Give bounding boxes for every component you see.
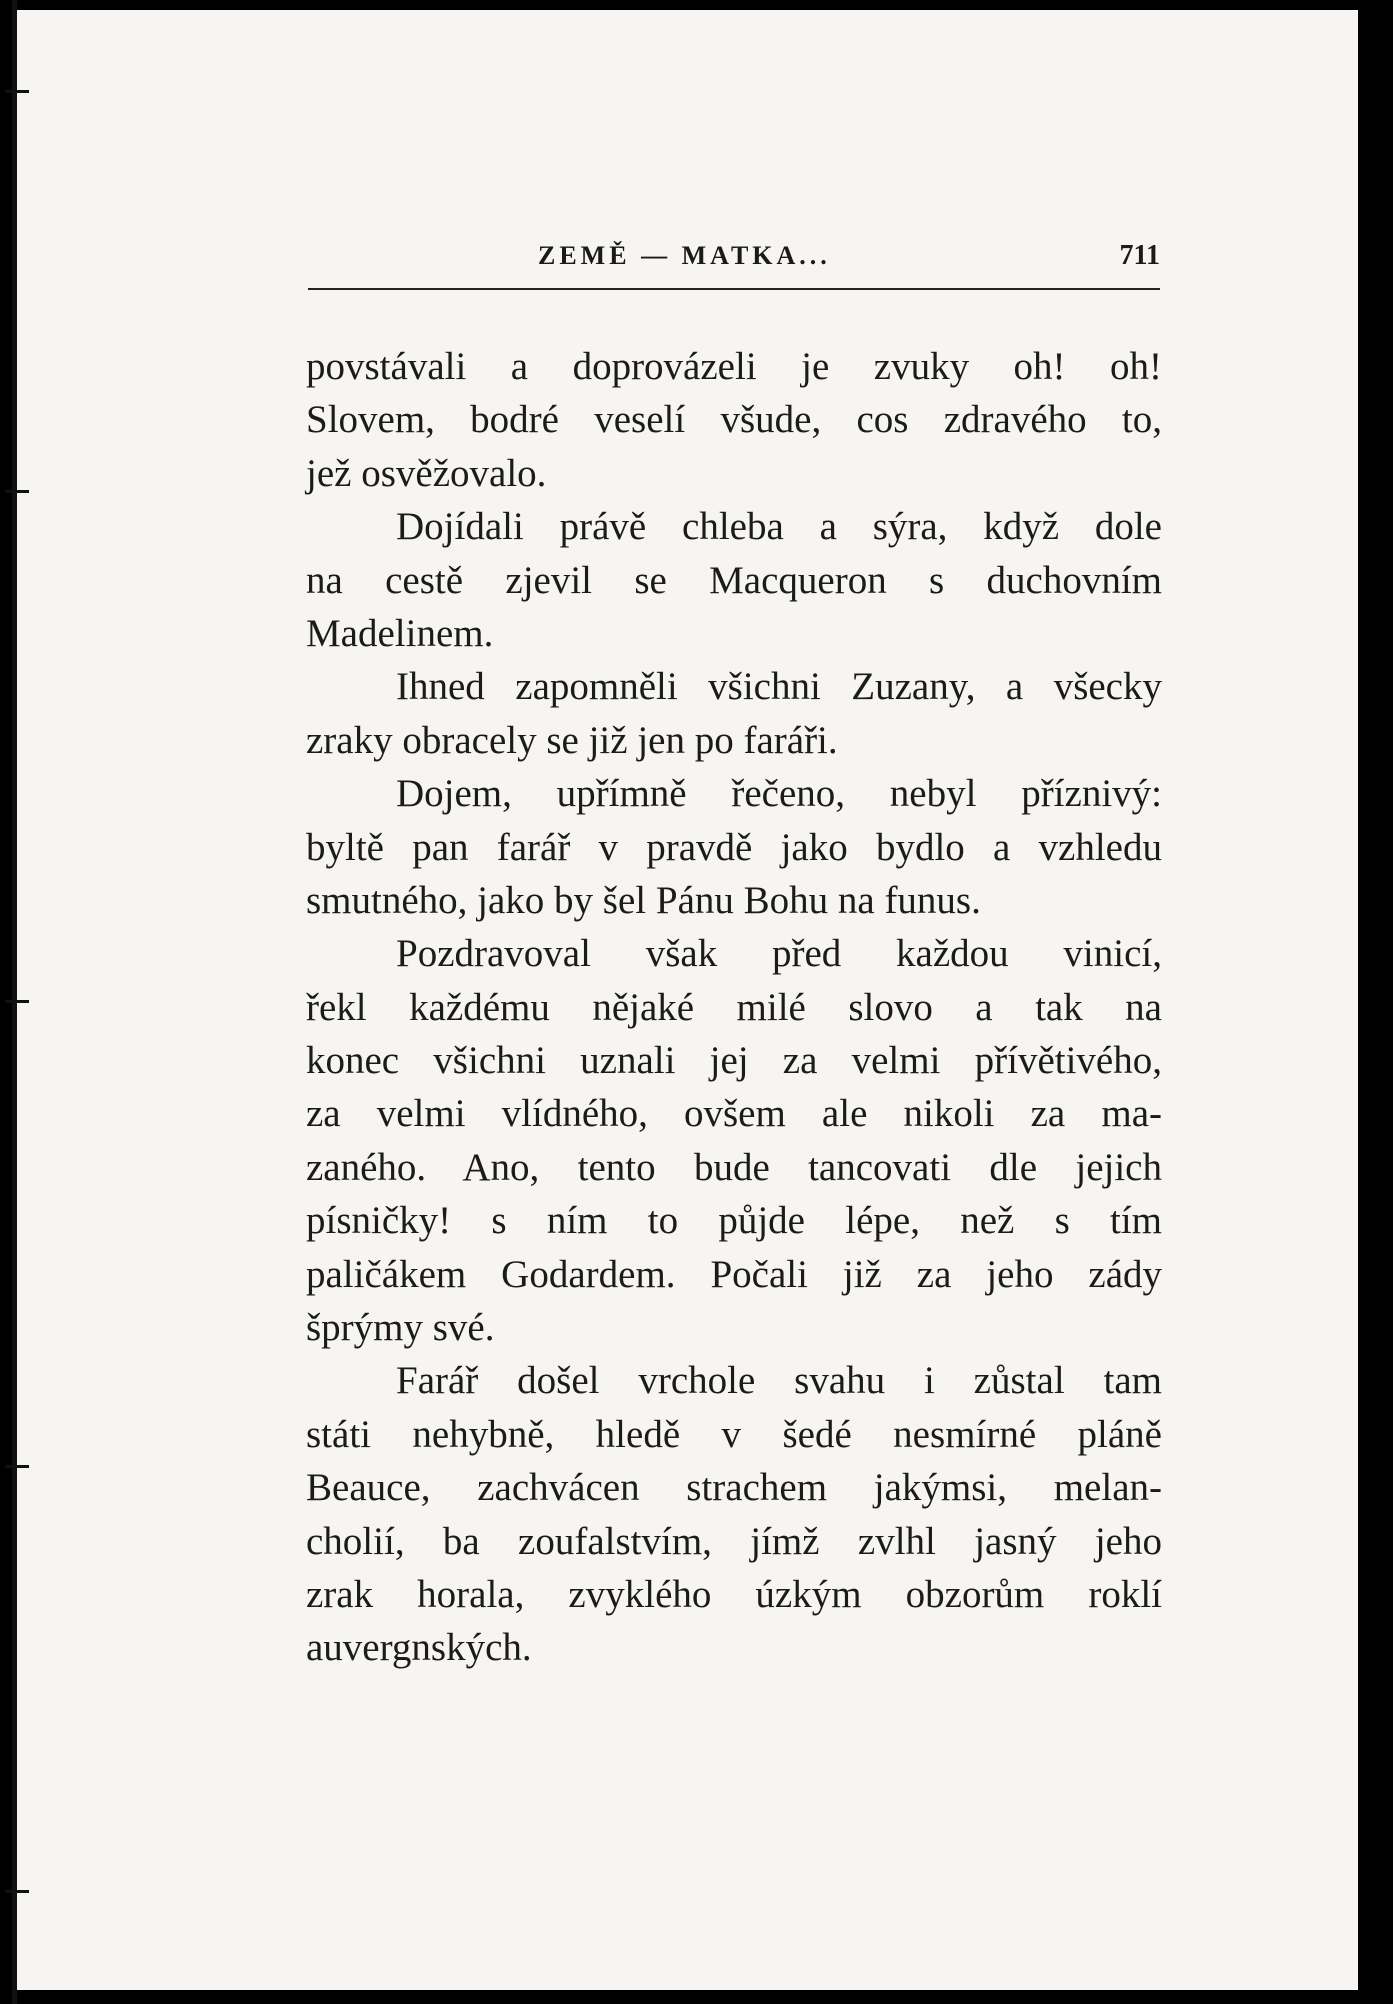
text-line: Dojem, upřímně řečeno, nebyl příznivý:	[396, 772, 1162, 816]
text-line: Dojídali právě chleba a sýra, když dole	[396, 505, 1162, 549]
text-line: zaného. Ano, tento bude tancovati dle jejich	[306, 1145, 1162, 1189]
text-line: písničky! s ním to půjde lépe, než s tím	[306, 1199, 1162, 1243]
text-line: auvergnských.	[306, 1626, 532, 1670]
text-line: Pozdravoval však před každou vinicí,	[396, 932, 1162, 976]
text-line: paličákem Godardem. Počali již za jeho zády	[306, 1252, 1162, 1296]
text-line: zrak horala, zvyklého úzkým obzorům roklí	[306, 1572, 1162, 1616]
binding-mark	[5, 90, 29, 93]
text-line: jež osvěžovalo.	[306, 451, 547, 495]
text-line: Ihned zapomněli všichni Zuzany, a všecky	[396, 665, 1162, 709]
text-line: zraky obracely se již jen po faráři.	[306, 718, 838, 762]
page-number: 711	[1119, 240, 1160, 271]
text-line: cholií, ba zoufalstvím, jímž zvlhl jasný jeho	[306, 1519, 1162, 1563]
binding-mark	[5, 1890, 29, 1893]
running-title: ZEMĚ — MATKA...	[538, 241, 831, 270]
binding-mark	[5, 1000, 29, 1003]
text-line: konec všichni uznali jej za velmi přívětivého,	[306, 1039, 1162, 1083]
body-text	[306, 340, 1162, 1675]
text-line: státi nehybně, hledě v šedé nesmírné pláně	[306, 1412, 1162, 1456]
text-line: Slovem, bodré veselí všude, cos zdravého to,	[306, 398, 1162, 442]
text-line: šprýmy své.	[306, 1306, 495, 1350]
binding-mark	[5, 490, 29, 493]
text-line: za velmi vlídného, ovšem ale nikoli za ma-	[306, 1092, 1162, 1136]
text-line: smutného, jako by šel Pánu Bohu na funus.	[306, 878, 981, 922]
page-header	[308, 236, 1160, 290]
text-line: byltě pan farář v pravdě jako bydlo a vzhledu	[306, 825, 1162, 869]
text-line: Farář došel vrchole svahu i zůstal tam	[396, 1359, 1162, 1403]
text-line: na cestě zjevil se Macqueron s duchovním	[306, 558, 1162, 602]
binding-mark	[5, 1465, 29, 1468]
text-line: řekl každému nějaké milé slovo a tak na	[306, 985, 1162, 1029]
scan-right-border	[1358, 0, 1393, 2004]
text-line: Madelinem.	[306, 611, 494, 655]
text-line: povstávali a doprovázeli je zvuky oh! oh!	[306, 345, 1162, 388]
text-line: Beauce, zachvácen strachem jakýmsi, melan-	[306, 1466, 1162, 1510]
